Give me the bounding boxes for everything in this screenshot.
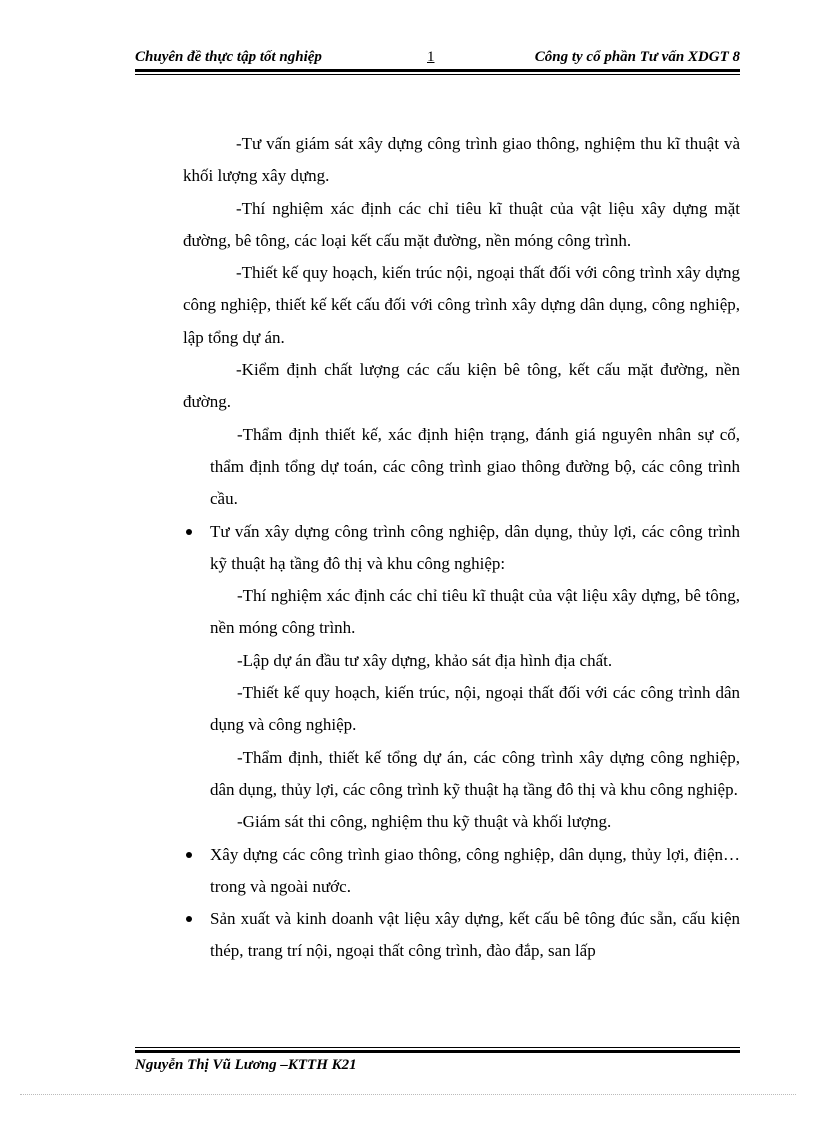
paragraph: -Thẩm định thiết kế, xác định hiện trạng, đánh giá nguyên nhân sự cố, thẩm định tổng dự toán, các công trình giao thông đường bộ, các công trình cầu. — [210, 424, 740, 509]
footer-rule — [135, 1047, 740, 1053]
sub-paragraph: -Lập dự án đầu tư xây dựng, khảo sát địa hình địa chất. — [237, 650, 613, 670]
bullet-item — [183, 839, 740, 904]
document-body — [183, 128, 740, 968]
page-footer: Nguyễn Thị Vũ Lương –KTTH K21 — [135, 1057, 357, 1073]
bullet-text: Tư vấn xây dựng công trình công nghiệp, dân dụng, thủy lợi, các công trình kỹ thuật hạ tầng đô thị và khu công nghiệp: — [210, 521, 740, 573]
header-title: Chuyên đề thực tập tốt nghiệp — [135, 49, 322, 65]
page-edge-divider — [20, 1094, 796, 1095]
sub-paragraph: -Giám sát thi công, nghiệm thu kỹ thuật và khối lượng. — [237, 812, 612, 832]
bullet-icon — [186, 529, 192, 535]
bullet-item — [183, 516, 740, 581]
page-number: 1 — [427, 49, 435, 65]
page-header — [135, 47, 740, 69]
sub-paragraph: -Thiết kế quy hoạch, kiến trúc, nội, ngoại thất đối với các công trình dân dụng và công nghiệp. — [210, 683, 740, 735]
bullet-icon — [186, 852, 192, 858]
paragraph: -Kiểm định chất lượng các cấu kiện bê tông, kết cấu mặt đường, nền đường. — [183, 360, 740, 412]
header-company: Công ty cổ phần Tư vấn XDGT 8 — [534, 49, 740, 65]
paragraph: -Tư vấn giám sát xây dựng công trình giao thông, nghiệm thu kĩ thuật và khối lượng xây dựng. — [183, 134, 740, 186]
paragraph: -Thí nghiệm xác định các chỉ tiêu kĩ thuật của vật liệu xây dựng mặt đường, bê tông, các loại kết cấu mặt đường, nền móng công trình. — [183, 198, 740, 250]
paragraph: -Thiết kế quy hoạch, kiến trúc nội, ngoại thất đối với công trình xây dựng công nghiệp, thiết kế kết cấu đối với công trình xây dựng dân dụng, công nghiệp, lập tổng dự án. — [183, 263, 740, 347]
bullet-item — [183, 903, 740, 968]
bullet-icon — [186, 916, 192, 922]
bullet-text: Xây dựng các công trình giao thông, công nghiệp, dân dụng, thủy lợi, điện…trong và ngoài nước. — [210, 844, 740, 896]
sub-paragraph: -Thẩm định, thiết kế tổng dự án, các công trình xây dựng công nghiệp, dân dụng, thủy lợi, các công trình kỹ thuật hạ tầng đô thị và khu công nghiệp. — [210, 747, 740, 799]
sub-paragraph: -Thí nghiệm xác định các chỉ tiêu kĩ thuật của vật liệu xây dựng, bê tông, nền móng công trình. — [210, 586, 740, 638]
header-rule — [135, 69, 740, 75]
bullet-text: Sản xuất và kinh doanh vật liệu xây dựng, kết cấu bê tông đúc sẵn, cấu kiện thép, trang trí nội, ngoại thất công trình, đào đắp, san lấp — [210, 909, 740, 961]
